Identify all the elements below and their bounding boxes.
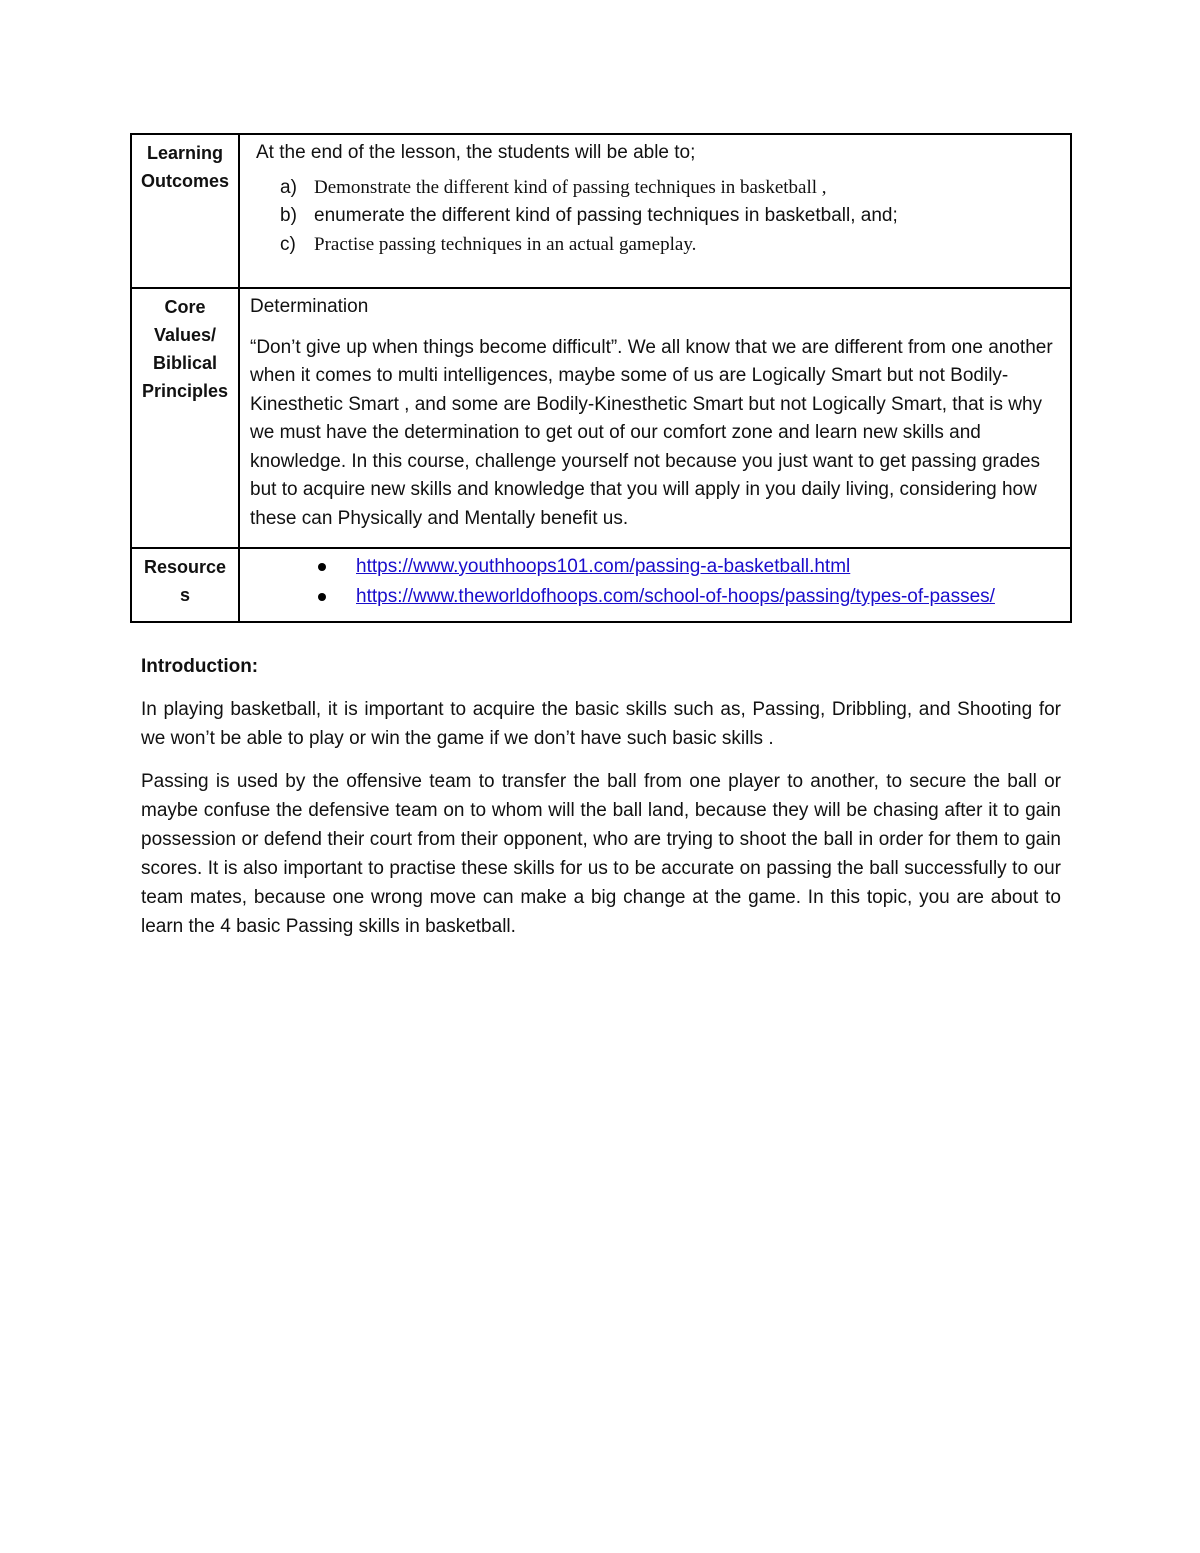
list-item xyxy=(280,174,1070,203)
list-marker: b) xyxy=(280,205,297,226)
outcome-text: enumerate the different kind of passing techniques in basketball, and; xyxy=(314,205,898,226)
learning-outcomes-intro: At the end of the lesson, the students will be able to; xyxy=(256,142,696,163)
learning-outcomes-list xyxy=(240,174,1070,260)
introduction-paragraph: In playing basketball, it is important to acquire the basic skills such as, Passing, Dribbling, and Shooting for we won’t be able to play or win the game if we don’t have such basic skills . xyxy=(141,699,1061,749)
core-values-label: Core Values/ Biblical Principles xyxy=(141,297,229,401)
outcome-text: Demonstrate the different kind of passing techniques in basketball , xyxy=(314,176,827,198)
resource-link-worldofhoops[interactable]: https://www.theworldofhoops.com/school-of-hoops/passing/types-of-passes/ xyxy=(356,586,995,607)
learning-outcomes-row xyxy=(131,134,1071,288)
resources-row xyxy=(131,548,1071,622)
resources-list xyxy=(240,552,1070,612)
lesson-table xyxy=(130,133,1072,623)
resources-label: Resources xyxy=(143,557,227,605)
list-marker: c) xyxy=(280,233,296,255)
learning-outcomes-content xyxy=(239,134,1071,288)
core-values-title: Determination xyxy=(250,296,369,317)
core-values-label-cell xyxy=(131,288,239,548)
list-item xyxy=(280,202,1070,231)
introduction-paragraph: Passing is used by the offensive team to transfer the ball from one player to another, to secure the ball or maybe confuse the defensive team on to whom will the ball land, because they will be chasing after it to gain possession or defend their court from their opponent, who are trying to shoot the ball in order for them to gain scores. It is also important to practise these skills for us to be accurate on passing the ball successfully to our team mates, because one wrong move can make a big change at the game. In this topic, you are about to learn the 4 basic Passing skills in basketball. xyxy=(141,771,1061,937)
core-values-body: “Don’t give up when things become difficult”. We all know that we are different from one another when it comes to multi intelligences, maybe some of us are Logically Smart but not Bodily-Kinesthetic Smart , and some are Bodily-Kinesthetic Smart but not Logically Smart, that is why we must have the determination to get out of our comfort zone and learn new skills and knowledge. In this course, challenge yourself not because you just want to get passing grades but to acquire new skills and knowledge that you will apply in you daily living, considering how these can Physically and Mentally benefit us. xyxy=(250,336,1053,529)
core-values-row xyxy=(131,288,1071,548)
list-item xyxy=(318,552,1070,582)
learning-outcomes-label: Learning Outcomes xyxy=(140,143,230,191)
bullet-icon xyxy=(318,593,326,601)
list-item xyxy=(318,582,1070,612)
outcome-text: Practise passing techniques in an actual gameplay. xyxy=(314,233,697,255)
resources-label-cell xyxy=(131,548,239,622)
list-marker: a) xyxy=(280,176,297,198)
introduction-heading: Introduction: xyxy=(141,656,259,677)
introduction-section xyxy=(141,652,1061,955)
list-item xyxy=(280,231,1070,260)
learning-outcomes-label-cell xyxy=(131,134,239,288)
resources-content xyxy=(239,548,1071,622)
core-values-content xyxy=(239,288,1071,548)
bullet-icon xyxy=(318,563,326,571)
resource-link-youthhoops[interactable]: https://www.youthhoops101.com/passing-a-basketball.html xyxy=(356,556,851,577)
